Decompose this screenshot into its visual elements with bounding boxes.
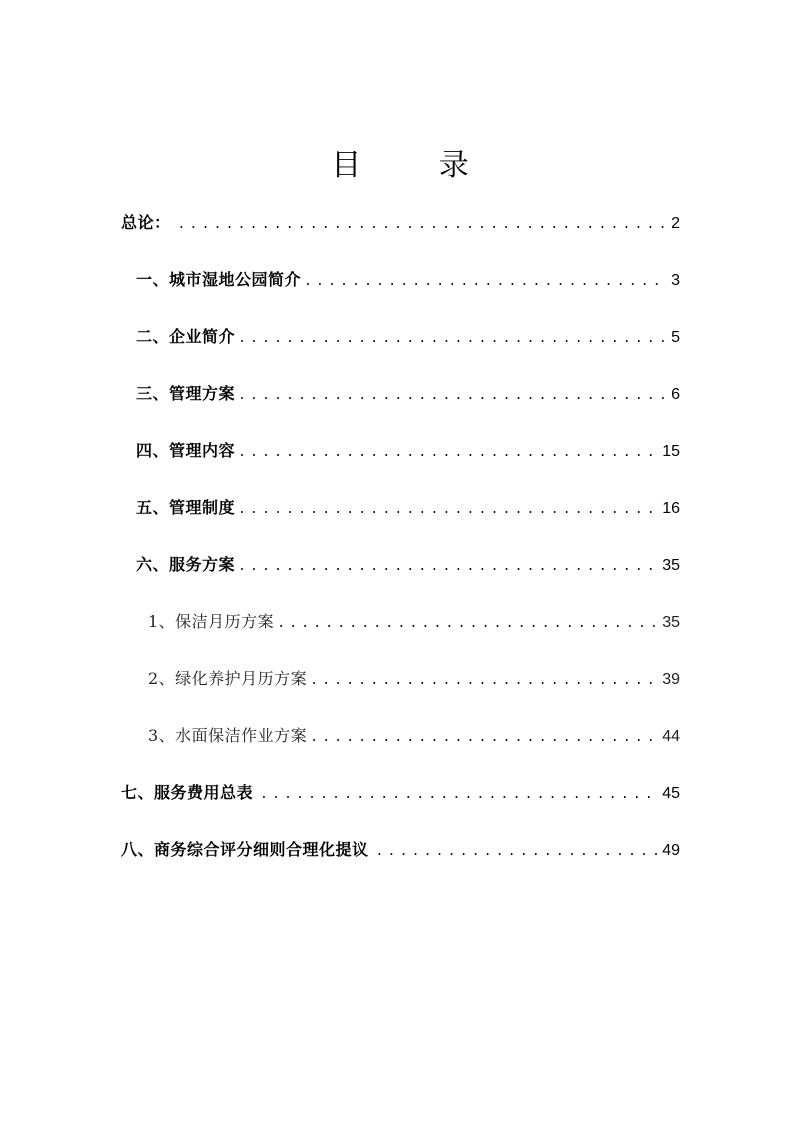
toc-page-number: 2 — [671, 215, 680, 232]
dot-leader — [238, 552, 659, 582]
toc-entry-management-rules[interactable] — [121, 493, 680, 550]
toc-entry-label: 七、服务费用总表 — [121, 783, 254, 802]
toc-page-number: 3 — [671, 272, 680, 289]
toc-entry-management-content[interactable] — [121, 436, 680, 493]
dot-leader — [277, 609, 659, 639]
dot-leader — [178, 210, 669, 240]
toc-entry-label: 四、管理内容 — [136, 441, 236, 460]
toc-entry-label: 五、管理制度 — [136, 498, 236, 517]
dot-leader — [310, 666, 659, 696]
toc-entry-overview[interactable] — [121, 208, 680, 265]
page-title: 目 录 — [331, 148, 503, 183]
toc-page-number: 15 — [662, 443, 680, 460]
toc-entry-label: 二、企业简介 — [136, 327, 236, 346]
toc-page-number: 16 — [662, 500, 680, 517]
toc-entry-company-intro[interactable] — [121, 322, 680, 379]
dot-leader — [238, 381, 668, 411]
toc-page-number: 6 — [671, 386, 680, 403]
toc-entry-greening-calendar[interactable] — [121, 664, 680, 721]
toc-entry-water-cleaning[interactable] — [121, 721, 680, 778]
toc-page-number: 35 — [662, 614, 680, 631]
toc-entry-service-plan[interactable] — [121, 550, 680, 607]
dot-leader — [310, 723, 659, 753]
dot-leader — [376, 837, 660, 867]
toc-page-number: 49 — [662, 842, 680, 859]
dot-leader — [238, 438, 659, 468]
toc-page-number: 35 — [662, 557, 680, 574]
toc-entry-label: 3、水面保洁作业方案 — [148, 726, 308, 745]
toc-entry-label: 一、城市湿地公园简介 — [136, 270, 302, 289]
toc-entry-service-fees[interactable] — [121, 778, 680, 835]
toc-entry-cleaning-calendar[interactable] — [121, 607, 680, 664]
toc-entry-scoring-proposal[interactable] — [121, 835, 680, 892]
toc-page-number: 39 — [662, 671, 680, 688]
toc-page-number: 5 — [671, 329, 680, 346]
toc-entry-management-plan[interactable] — [121, 379, 680, 436]
toc-page-number: 45 — [662, 785, 680, 802]
toc-entry-label: 六、服务方案 — [136, 555, 236, 574]
toc-page-number: 44 — [662, 728, 680, 745]
dot-leader — [238, 495, 659, 525]
toc-entry-label: 1、保洁月历方案 — [148, 612, 275, 631]
toc-entry-label: 三、管理方案 — [136, 384, 236, 403]
dot-leader — [260, 780, 659, 810]
table-of-contents — [121, 208, 680, 892]
toc-entry-label: 八、商务综合评分细则合理化提议 — [121, 840, 369, 859]
dot-leader — [238, 324, 668, 354]
dot-leader — [304, 267, 668, 297]
toc-entry-label: 2、绿化养护月历方案 — [148, 669, 308, 688]
toc-entry-park-intro[interactable] — [121, 265, 680, 322]
toc-entry-label: 总论： — [121, 213, 171, 232]
